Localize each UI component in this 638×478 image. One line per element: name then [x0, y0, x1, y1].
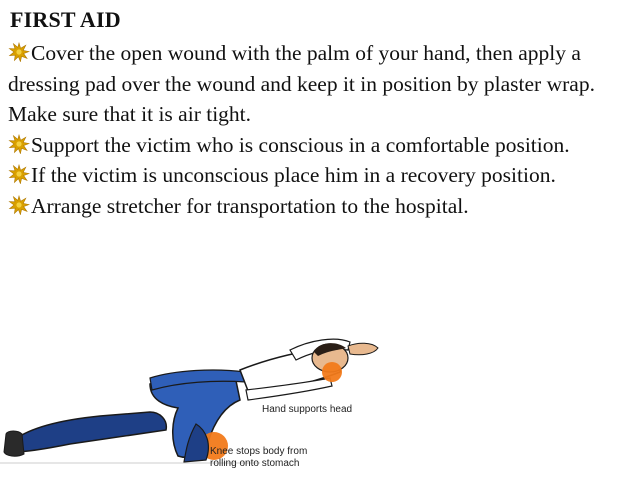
hand [348, 343, 378, 355]
starburst-icon [8, 164, 30, 184]
bullet-text: If the victim is unconscious place him in a recovery position. [31, 163, 556, 187]
label-knee-stops-body [210, 446, 360, 470]
bullet-text: Support the victim who is conscious in a comfortable position. [31, 132, 570, 157]
starburst-icon [8, 195, 30, 215]
bullet-list [8, 38, 632, 221]
starburst-icon [8, 134, 30, 154]
list-item [8, 130, 632, 161]
label-hand-supports-head: Hand supports head [262, 404, 353, 415]
bullet-text: Cover the open wound with the palm of your hand, then apply a dressing pad over the wound and keep it in position by plaster wrap. Make sure that it is air tight. [8, 41, 595, 126]
foot [4, 431, 24, 456]
list-item [8, 191, 632, 222]
list-item [8, 160, 632, 191]
lower-leg [14, 412, 166, 452]
label-knee-line1: Knee stops body from [210, 446, 308, 457]
page-title: FIRST AID [10, 7, 121, 32]
hand-highlight [322, 362, 342, 382]
bullet-text: Arrange stretcher for transportation to the hospital. [31, 193, 469, 218]
label-knee-line2: rolling onto stomach [210, 458, 300, 469]
list-item [8, 38, 632, 130]
starburst-icon [8, 42, 30, 62]
